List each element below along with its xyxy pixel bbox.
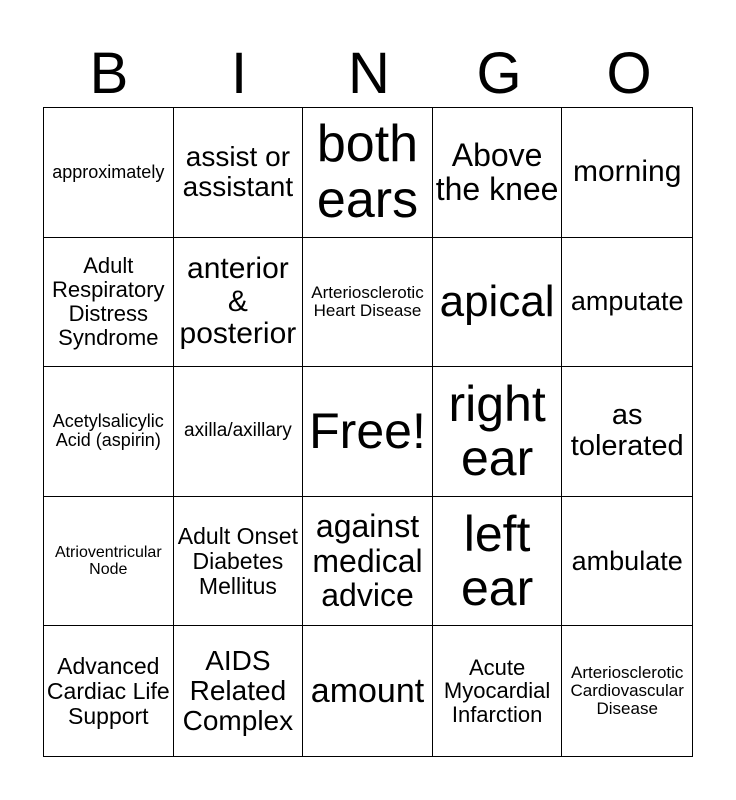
bingo-cell[interactable] xyxy=(562,238,692,368)
bingo-cell[interactable] xyxy=(433,108,563,238)
cell-text: Adult Respiratory Distress Syndrome xyxy=(52,253,165,350)
cell-text: Arteriosclerotic Cardiovascular Disease xyxy=(570,662,684,719)
cell-text: Free! xyxy=(309,403,426,460)
bingo-cell[interactable] xyxy=(303,497,433,627)
bingo-header xyxy=(44,40,694,108)
bingo-cell[interactable] xyxy=(174,626,304,756)
cell-text: apical xyxy=(439,277,555,327)
cell-text: anterior & posterior xyxy=(179,252,297,351)
bingo-cell[interactable] xyxy=(433,238,563,368)
cell-text: assist or assistant xyxy=(182,141,294,203)
bingo-cell[interactable] xyxy=(433,367,563,497)
bingo-cell[interactable] xyxy=(303,626,433,756)
cell-text: as tolerated xyxy=(570,399,684,463)
bingo-cell[interactable] xyxy=(562,367,692,497)
cell-text: ambulate xyxy=(571,545,683,576)
cell-text: Acute Myocardial Infarction xyxy=(443,654,551,728)
cell-text: approximately xyxy=(52,161,165,182)
bingo-cell[interactable] xyxy=(562,108,692,238)
cell-text: AIDS Related Complex xyxy=(182,644,294,737)
bingo-cell[interactable] xyxy=(44,238,174,368)
cell-text: Arteriosclerotic Heart Disease xyxy=(311,282,424,320)
header-letter-o: O xyxy=(606,41,652,106)
bingo-cell[interactable] xyxy=(562,497,692,627)
bingo-cell[interactable] xyxy=(562,626,692,756)
bingo-card-grid xyxy=(43,107,693,757)
bingo-cell[interactable] xyxy=(174,367,304,497)
header-letter-i: I xyxy=(230,41,248,106)
bingo-cell[interactable] xyxy=(303,238,433,368)
cell-text: Acetylsalicylic Acid (aspirin) xyxy=(52,411,164,451)
cell-text: left ear xyxy=(460,506,534,617)
cell-text: Advanced Cardiac Life Support xyxy=(46,652,170,729)
bingo-cell[interactable] xyxy=(174,497,304,627)
cell-text: both ears xyxy=(316,115,419,230)
cell-text: axilla/axillary xyxy=(184,420,292,442)
bingo-cell[interactable] xyxy=(44,367,174,497)
cell-text: Adult Onset Diabetes Mellitus xyxy=(177,522,298,599)
free-space-cell[interactable] xyxy=(303,367,433,497)
cell-text: against medical advice xyxy=(312,508,423,614)
bingo-cell[interactable] xyxy=(44,108,174,238)
bingo-cell[interactable] xyxy=(174,238,304,368)
cell-text: amputate xyxy=(570,286,684,317)
bingo-cell[interactable] xyxy=(174,108,304,238)
header-letter-g: G xyxy=(476,41,522,106)
bingo-cell[interactable] xyxy=(433,626,563,756)
cell-text: Above the knee xyxy=(435,136,559,208)
cell-text: amount xyxy=(310,671,425,710)
cell-text: morning xyxy=(573,155,682,189)
bingo-cell[interactable] xyxy=(303,108,433,238)
cell-text: right ear xyxy=(448,376,546,487)
header-letter-n: N xyxy=(348,41,390,106)
bingo-cell[interactable] xyxy=(44,626,174,756)
header-letter-b: B xyxy=(89,41,129,106)
bingo-cell[interactable] xyxy=(433,497,563,627)
bingo-cell[interactable] xyxy=(44,497,174,627)
cell-text: Atrioventricular Node xyxy=(54,543,162,579)
